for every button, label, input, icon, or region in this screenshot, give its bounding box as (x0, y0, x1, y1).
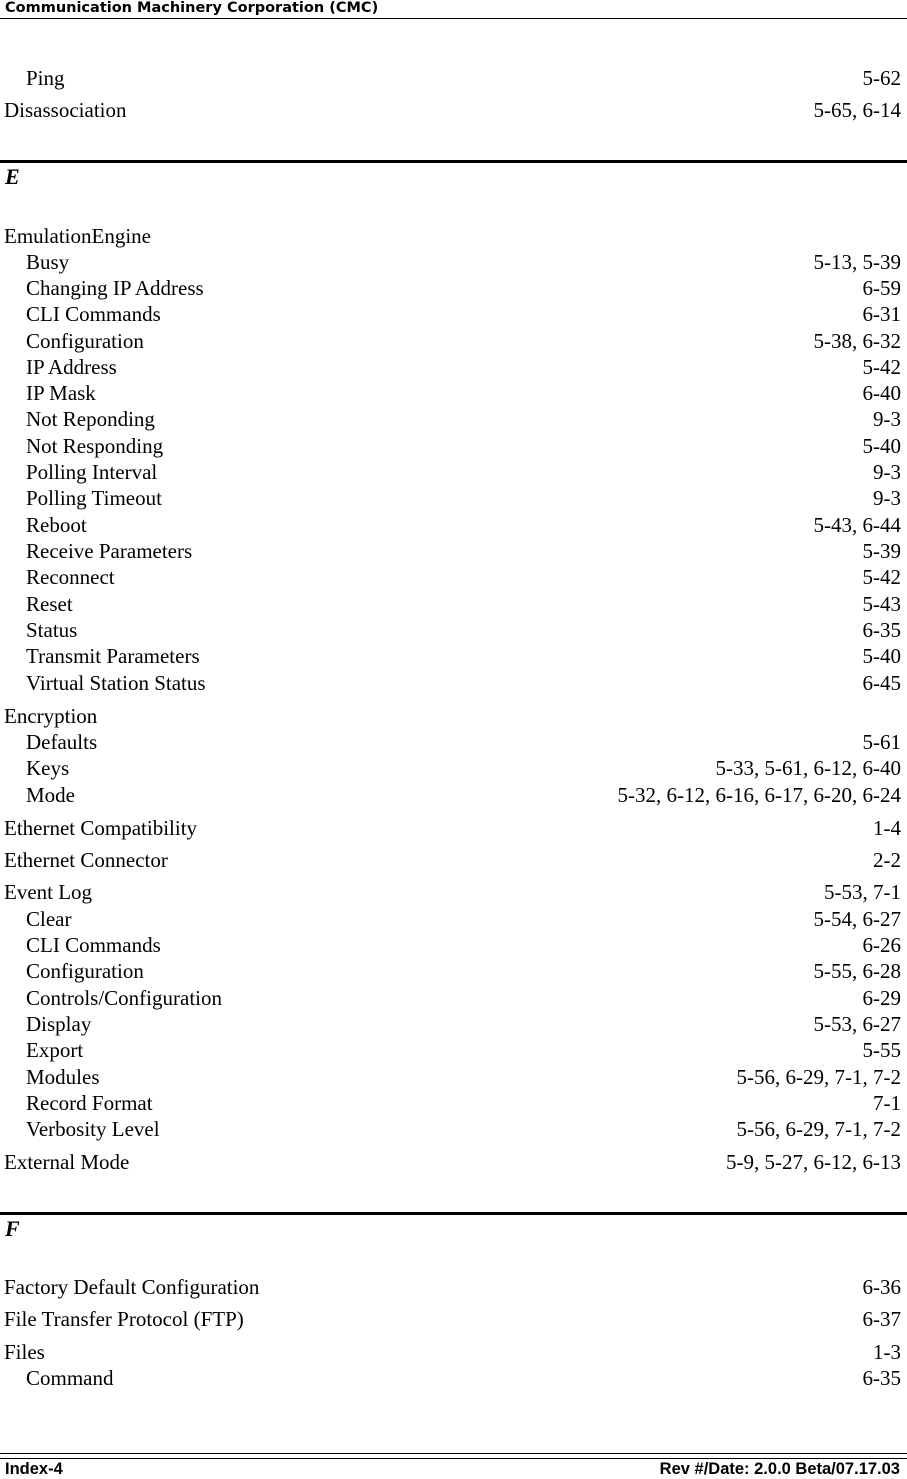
index-entry (0, 816, 907, 840)
index-pages: 5-42 (862, 565, 901, 589)
section-letter-e: E (5, 164, 20, 189)
index-pages: 9-3 (873, 460, 901, 484)
index-subentry (0, 644, 907, 668)
index-subentry (0, 1038, 907, 1062)
index-term: EmulationEngine (4, 224, 151, 248)
index-term: CLI Commands (26, 302, 161, 326)
index-entry (0, 1150, 907, 1174)
index-term: Defaults (26, 730, 98, 754)
index-pages: 5-61 (862, 730, 901, 754)
section-letter-f: F (5, 1216, 20, 1241)
index-subentry (0, 1366, 907, 1390)
revision-date: Rev #/Date: 2.0.0 Beta/07.17.03 (659, 1460, 900, 1478)
index-subentry (0, 730, 907, 754)
index-subentry (0, 355, 907, 379)
index-pages: 5-39 (862, 539, 901, 563)
index-term: Not Reponding (26, 407, 155, 431)
index-term: Display (26, 1012, 92, 1036)
index-pages: 5-55, 6-28 (813, 959, 901, 983)
index-pages: 6-31 (862, 302, 901, 326)
header-title: Communication Machinery Corporation (CMC) (5, 0, 379, 16)
index-pages: 5-43 (862, 592, 901, 616)
index-term: Clear (26, 907, 72, 931)
index-term: Status (26, 618, 78, 642)
index-subentry (0, 1117, 907, 1141)
index-pages: 5-9, 5-27, 6-12, 6-13 (726, 1150, 901, 1174)
index-pages: 5-54, 6-27 (813, 907, 901, 931)
index-pages: 6-35 (862, 618, 901, 642)
index-pages: 9-3 (873, 486, 901, 510)
index-subentry (0, 329, 907, 353)
index-subentry (0, 959, 907, 983)
index-pages: 5-56, 6-29, 7-1, 7-2 (736, 1117, 901, 1141)
index-term: Virtual Station Status (26, 671, 206, 695)
index-subentry (0, 1091, 907, 1115)
index-entry (0, 848, 907, 872)
index-subentry (0, 1065, 907, 1089)
index-term: Reboot (26, 513, 87, 537)
index-entry (0, 1307, 907, 1331)
page-number: Index-4 (5, 1460, 63, 1478)
index-term: IP Mask (26, 381, 96, 405)
index-term: Configuration (26, 329, 144, 353)
index-pages: 2-2 (873, 848, 901, 872)
index-pages: 9-3 (873, 407, 901, 431)
index-pages: 1-4 (873, 816, 901, 840)
index-subentry (0, 933, 907, 957)
index-subentry (0, 565, 907, 589)
index-entry (0, 704, 907, 728)
index-term: Not Responding (26, 434, 164, 458)
index-pages: 6-26 (862, 933, 901, 957)
index-subentry (0, 671, 907, 695)
running-header (0, 0, 907, 19)
index-term: Files (4, 1340, 45, 1364)
index-entry (0, 1275, 907, 1299)
running-footer (0, 1459, 907, 1479)
index-term: Export (26, 1038, 84, 1062)
index-term: Encryption (4, 704, 98, 728)
index-pages: 5-33, 5-61, 6-12, 6-40 (715, 756, 901, 780)
index-term: Busy (26, 250, 70, 274)
index-term: File Transfer Protocol (FTP) (4, 1307, 244, 1331)
index-subentry (0, 756, 907, 780)
index-subentry (0, 302, 907, 326)
index-term: IP Address (26, 355, 117, 379)
index-subentry (0, 66, 907, 90)
index-pages: 5-62 (862, 66, 901, 90)
index-term: Controls/Configuration (26, 986, 222, 1010)
index-pages: 5-43, 6-44 (813, 513, 901, 537)
index-pages: 6-45 (862, 671, 901, 695)
index-subentry (0, 907, 907, 931)
index-subentry (0, 407, 907, 431)
index-subentry (0, 783, 907, 807)
index-subentry (0, 513, 907, 537)
index-pages: 6-37 (862, 1307, 901, 1331)
index-subentry (0, 434, 907, 458)
index-pages: 5-40 (862, 644, 901, 668)
index-pages: 5-53, 7-1 (824, 880, 901, 904)
index-pages: 6-29 (862, 986, 901, 1010)
index-term: Changing IP Address (26, 276, 204, 300)
index-entry (0, 224, 907, 248)
index-pages: 5-65, 6-14 (813, 98, 901, 122)
index-entry (0, 880, 907, 904)
index-term: Transmit Parameters (26, 644, 200, 668)
index-entry (0, 98, 907, 122)
index-term: Command (26, 1366, 114, 1390)
index-pages: 5-55 (862, 1038, 901, 1062)
index-term: Record Format (26, 1091, 153, 1115)
index-term: Modules (26, 1065, 100, 1089)
index-pages: 5-40 (862, 434, 901, 458)
index-pages: 6-59 (862, 276, 901, 300)
section-divider (0, 1212, 907, 1215)
index-term: Receive Parameters (26, 539, 193, 563)
index-term: Factory Default Configuration (4, 1275, 260, 1299)
section-divider (0, 160, 907, 163)
index-subentry (0, 1012, 907, 1036)
index-term: Event Log (4, 880, 93, 904)
index-subentry (0, 539, 907, 563)
index-term: Reconnect (26, 565, 115, 589)
index-subentry (0, 250, 907, 274)
index-pages: 5-38, 6-32 (813, 329, 901, 353)
index-subentry (0, 618, 907, 642)
index-pages: 5-56, 6-29, 7-1, 7-2 (736, 1065, 901, 1089)
index-pages: 1-3 (873, 1340, 901, 1364)
index-term: Ping (26, 66, 65, 90)
index-term: Ethernet Compatibility (4, 816, 198, 840)
index-subentry (0, 381, 907, 405)
index-subentry (0, 486, 907, 510)
index-pages: 6-35 (862, 1366, 901, 1390)
index-term: Ethernet Connector (4, 848, 168, 872)
index-subentry (0, 276, 907, 300)
index-term: Polling Timeout (26, 486, 162, 510)
index-term: Mode (26, 783, 75, 807)
index-subentry (0, 592, 907, 616)
index-pages: 6-40 (862, 381, 901, 405)
index-pages: 5-13, 5-39 (813, 250, 901, 274)
index-term: Keys (26, 756, 70, 780)
index-pages: 5-32, 6-12, 6-16, 6-17, 6-20, 6-24 (617, 783, 901, 807)
index-term: Configuration (26, 959, 144, 983)
index-pages: 6-36 (862, 1275, 901, 1299)
index-term: Reset (26, 592, 73, 616)
index-subentry (0, 460, 907, 484)
index-term: CLI Commands (26, 933, 161, 957)
index-term: Verbosity Level (26, 1117, 160, 1141)
index-term: Disassociation (4, 98, 127, 122)
index-subentry (0, 986, 907, 1010)
index-pages: 5-53, 6-27 (813, 1012, 901, 1036)
index-entry (0, 1340, 907, 1364)
index-pages: 5-42 (862, 355, 901, 379)
index-term: External Mode (4, 1150, 130, 1174)
index-pages: 7-1 (873, 1091, 901, 1115)
index-term: Polling Interval (26, 460, 158, 484)
